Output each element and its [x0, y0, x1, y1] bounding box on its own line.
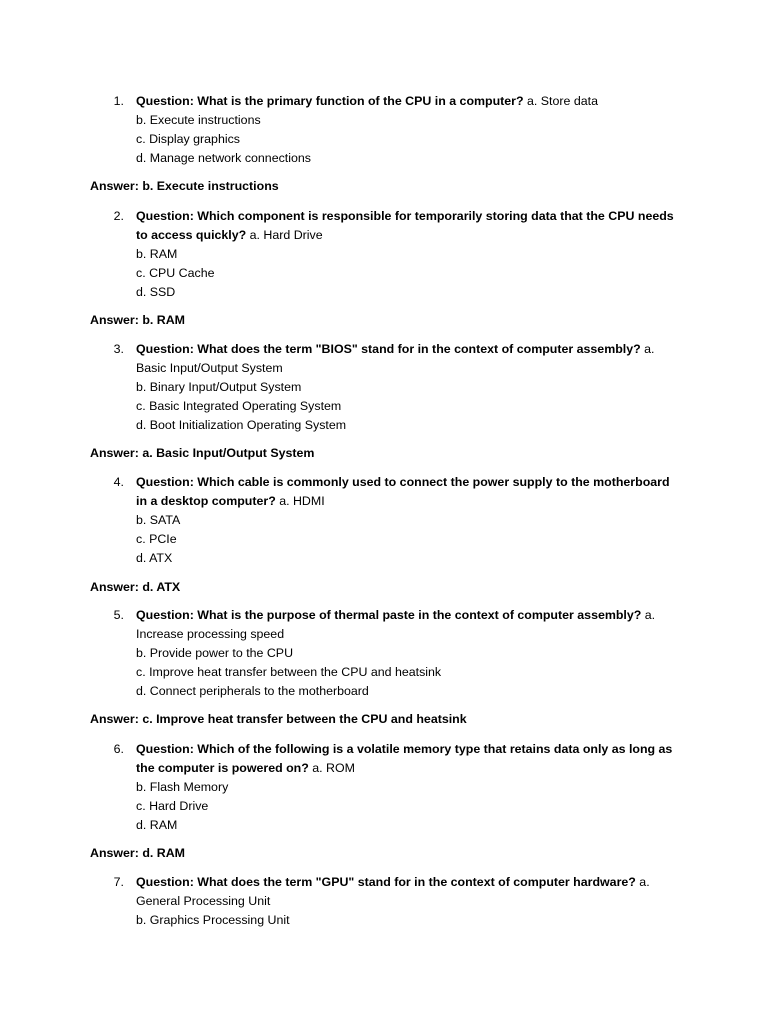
question-number: 7.: [113, 875, 124, 889]
answer-2: Answer: b. RAM: [90, 313, 185, 327]
question-text: Question: Which component is responsible for temporarily storing data that the CPU needs to access quickly?: [136, 209, 674, 242]
option-b: b. RAM: [136, 247, 178, 261]
option-d: d. SSD: [136, 285, 176, 299]
question-text: Question: What is the primary function of the CPU in a computer?: [136, 94, 524, 108]
option-a: a. Store data: [523, 94, 598, 108]
question-number: 1.: [113, 94, 124, 108]
option-a: a. Increase processing speed: [136, 608, 656, 641]
answer-1: Answer: b. Execute instructions: [90, 179, 279, 193]
option-d: d. RAM: [136, 818, 178, 832]
option-d: d. Connect peripherals to the motherboard: [136, 684, 369, 698]
option-d: d. ATX: [136, 551, 173, 565]
option-b: b. Binary Input/Output System: [136, 380, 302, 394]
option-c: c. CPU Cache: [136, 266, 215, 280]
question-number: 4.: [113, 475, 124, 489]
question-text: Question: Which cable is commonly used to connect the power supply to the motherboard in a desktop computer?: [136, 475, 670, 508]
question-text: Question: Which of the following is a volatile memory type that retains data only as long as the computer is powered on?: [136, 742, 673, 775]
option-a: a. Hard Drive: [246, 228, 323, 242]
option-c: c. Hard Drive: [136, 799, 209, 813]
option-a: a. Basic Input/Output System: [136, 342, 655, 375]
option-c: c. Improve heat transfer between the CPU and heatsink: [136, 665, 442, 679]
question-text: Question: What is the purpose of thermal paste in the context of computer assembly?: [136, 608, 642, 622]
question-text: Question: What does the term "BIOS" stand for in the context of computer assembly?: [136, 342, 641, 356]
answer-6: Answer: d. RAM: [90, 846, 185, 860]
option-a: a. General Processing Unit: [136, 875, 650, 908]
option-a: a. HDMI: [275, 494, 325, 508]
question-number: 6.: [113, 742, 124, 756]
option-c: c. Basic Integrated Operating System: [136, 399, 342, 413]
option-c: c. PCIe: [136, 532, 177, 546]
question-text: Question: What does the term "GPU" stand for in the context of computer hardware?: [136, 875, 636, 889]
option-b: b. Graphics Processing Unit: [136, 913, 290, 927]
answer-3: Answer: a. Basic Input/Output System: [90, 446, 315, 460]
option-b: b. Flash Memory: [136, 780, 229, 794]
answer-5: Answer: c. Improve heat transfer between the CPU and heatsink: [90, 712, 467, 726]
option-d: d. Manage network connections: [136, 151, 311, 165]
option-b: b. SATA: [136, 513, 181, 527]
question-number: 5.: [113, 608, 124, 622]
option-c: c. Display graphics: [136, 132, 240, 146]
option-b: b. Execute instructions: [136, 113, 261, 127]
option-a: a. ROM: [308, 761, 355, 775]
question-number: 3.: [113, 342, 124, 356]
option-d: d. Boot Initialization Operating System: [136, 418, 347, 432]
option-b: b. Provide power to the CPU: [136, 646, 294, 660]
answer-4: Answer: d. ATX: [90, 580, 181, 594]
question-number: 2.: [113, 209, 124, 223]
